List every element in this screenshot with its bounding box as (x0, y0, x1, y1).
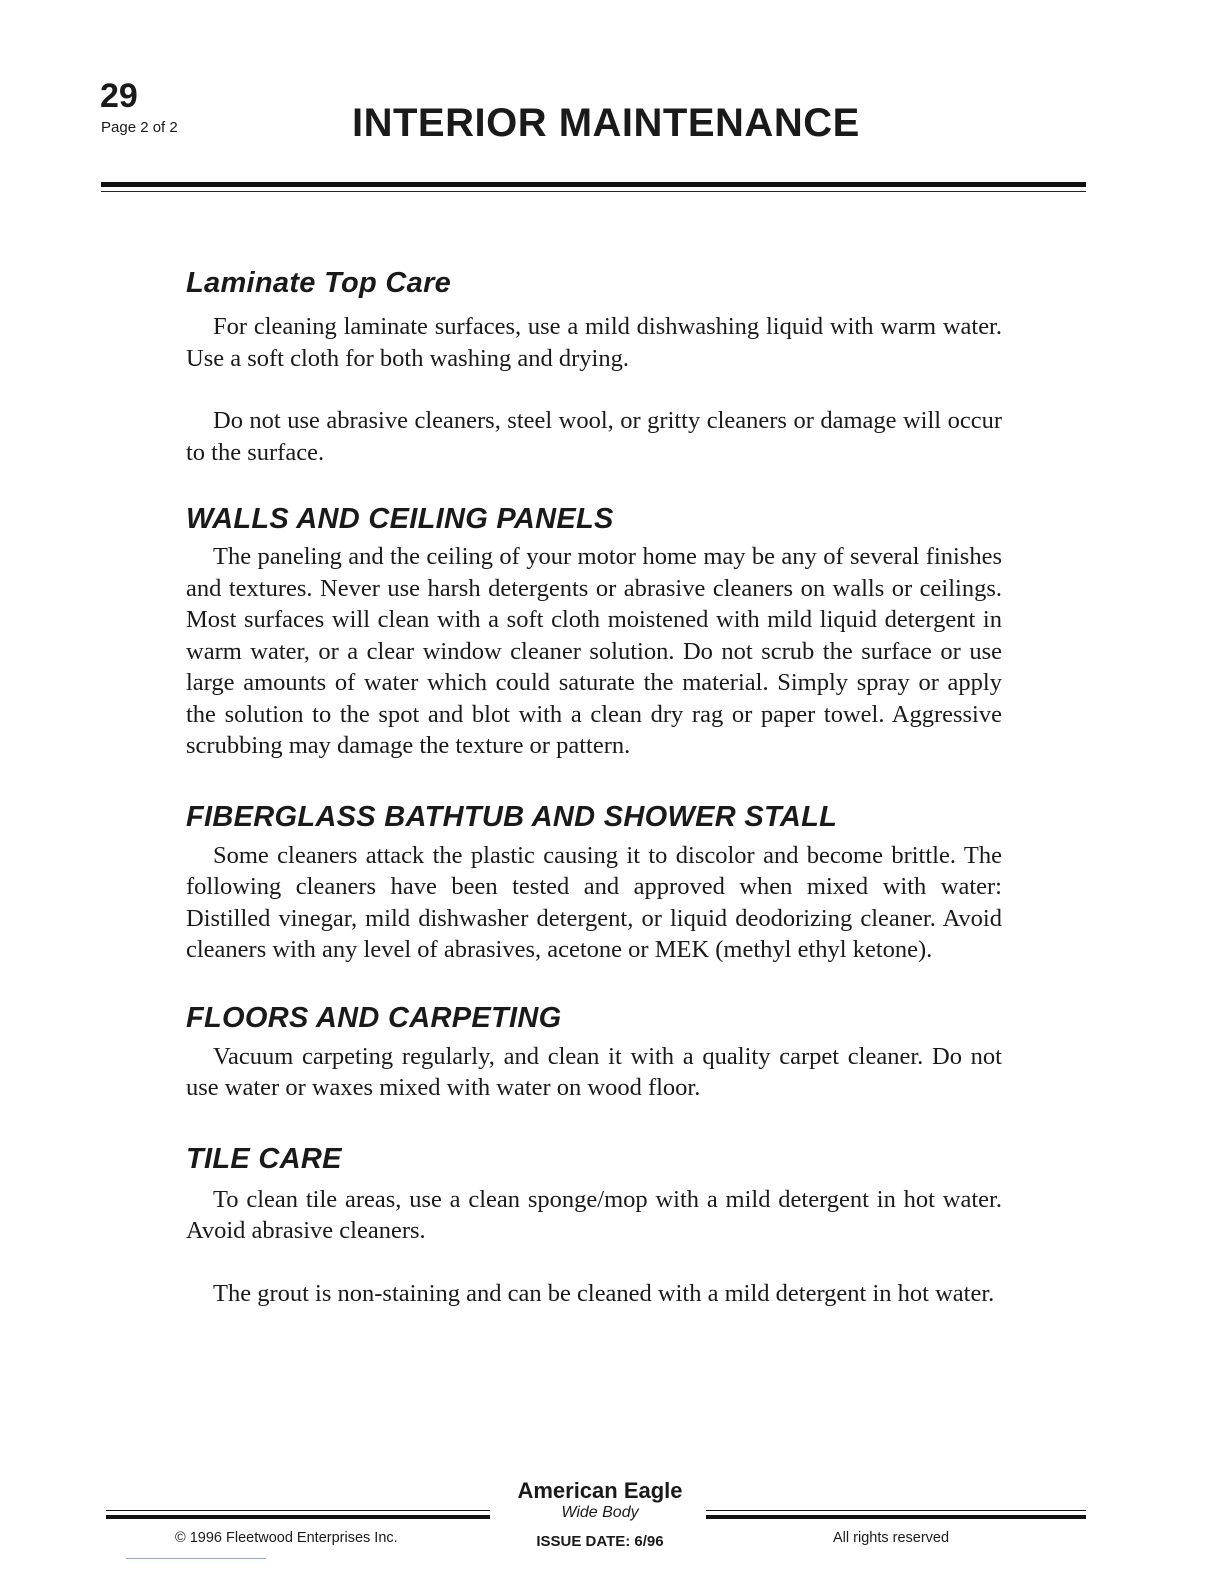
section-fiberglass-bathtub (186, 798, 1002, 966)
footer-rule-right-thick (706, 1515, 1086, 1519)
section-floors-carpeting (186, 999, 1002, 1104)
section-paragraph: For cleaning laminate surfaces, use a mild dishwashing liquid with warm water. Use a soft cloth for both washing and drying. (186, 313, 1002, 372)
document-body (186, 260, 1002, 1309)
section-paragraph: The grout is non-staining and can be cleaned with a mild detergent in hot water. (213, 1279, 995, 1307)
brand-name: American Eagle (517, 1478, 683, 1503)
scan-artifact-line (126, 1558, 266, 1559)
page-title: INTERIOR MAINTENANCE (352, 101, 860, 145)
footer-rule-right-thin (706, 1510, 1086, 1511)
section-paragraph: The paneling and the ceiling of your motor home may be any of several finishes and textures. Never use harsh detergents or abrasive cleaners on walls or ceilings. Most surfaces will clean with a soft cloth moistened with mild liquid detergent in warm water, or a clear window cleaner solution. Do not scrub the surface or use large amounts of water which could saturate the material. Simply spray or apply the solution to the spot and blot with a clean dry rag or paper towel. Aggressive scrubbing may damage the texture or pattern. (186, 543, 1002, 759)
section-paragraph: Vacuum carpeting regularly, and clean it with a quality carpet cleaner. Do not use water or waxes mixed with water on wood floor. (186, 1042, 1002, 1101)
footer-rule-left-thick (106, 1515, 490, 1519)
section-laminate-top-care (186, 264, 1002, 468)
brand-model: Wide Body (561, 1504, 639, 1521)
section-heading: WALLS AND CEILING PANELS (186, 503, 614, 535)
rights-notice: All rights reserved (833, 1530, 950, 1546)
section-paragraph: Do not use abrasive cleaners, steel wool, or gritty cleaners or damage will occur to the surface. (186, 407, 1002, 466)
section-heading: FIBERGLASS BATHTUB AND SHOWER STALL (186, 800, 838, 833)
page-count: Page 2 of 2 (101, 119, 178, 136)
page-number: 29 (100, 77, 138, 115)
section-paragraph: Some cleaners attack the plastic causing it to discolor and become brittle. The following cleaners have been tested and approved when mixed with water: Distilled vinegar, mild dishwasher detergent, or liquid deodorizing cleaner. Avoid cleaners with any level of abrasives, acetone or MEK (methyl ethyl ketone). (186, 841, 1002, 963)
copyright-notice: © 1996 Fleetwood Enterprises Inc. (175, 1530, 398, 1546)
section-heading: TILE CARE (186, 1142, 342, 1175)
section-walls-ceiling (186, 500, 1002, 762)
footer-brand (488, 1478, 712, 1522)
footer-rule-left-thin (106, 1510, 490, 1511)
section-paragraph: To clean tile areas, use a clean sponge/mop with a mild detergent in hot water. Avoid abrasive cleaners. (186, 1185, 1002, 1244)
section-heading: FLOORS AND CARPETING (186, 1001, 562, 1034)
header-rule-thick (101, 182, 1086, 187)
section-heading: Laminate Top Care (186, 267, 452, 299)
header-rule-thin (101, 191, 1086, 192)
issue-date: ISSUE DATE: 6/96 (536, 1533, 664, 1550)
section-tile-care (186, 1140, 1002, 1310)
